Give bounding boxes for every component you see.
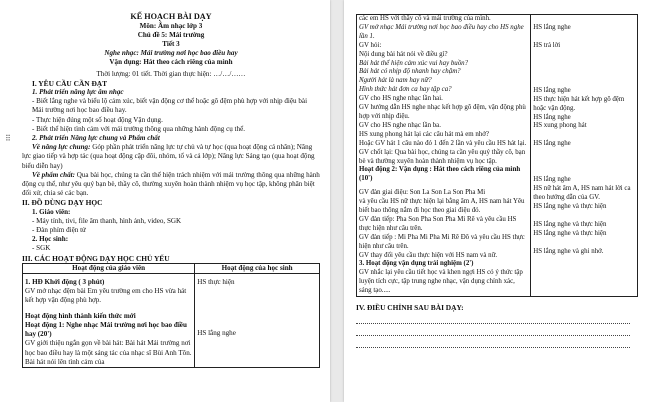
row-text: các em HS với thầy cô và mái trường của mình.: [359, 15, 491, 22]
table-row: [357, 15, 638, 297]
activities-table-part-1: [22, 263, 320, 368]
warmup-student-action: HS thực hiện: [197, 278, 235, 287]
row-text: GV đàn tiếp: Pha Son Pha Son Pha Mi Rê và yêu cầu HS thực hiện như câu trên.: [359, 215, 517, 232]
document-page-2: [344, 0, 650, 402]
row-text: HS lắng nghe và thực hiện: [533, 220, 607, 228]
row-text: Hoặc GV hát 1 câu nào đó 1 đến 2 lần và yêu cầu HS hát lại.: [359, 139, 527, 147]
section-1-1-b: - Thực hiện đúng một số hoạt động Vận dụng.: [32, 115, 163, 124]
row-text: GV hướng dẫn HS nghe nhạc kết hợp gõ đệm, vận động phù hợp với nhịp điệu.: [359, 104, 526, 120]
section-1-2-b: [22, 171, 320, 199]
section-2-heading: II. ĐỒ DÙNG DẠY HỌC: [22, 198, 103, 208]
drag-handle-icon[interactable]: ⠿: [5, 134, 11, 143]
section-1-1-c: - Biết thể hiện tình cảm với mái trường thông qua những hành động cụ thể.: [32, 124, 245, 133]
competence-label: Về năng lực chung:: [32, 143, 91, 152]
activity-1-text: GV giới thiệu ngắn gọn về bài hát: Bài hát Mái trường nơi học bao điều hay là một sáng tác của nhạc sĩ Bùi Anh Tôn. Bài hát nói lên tình cảm của: [25, 339, 192, 366]
row-text: HS thực hiện hát kết hợp gõ đệm hoặc vận động.: [533, 95, 625, 112]
row-text: Nội dung bài hát nói về điều gì?: [359, 50, 448, 58]
table-cell-hs: [195, 274, 320, 368]
row-text: HS lắng nghe: [533, 86, 571, 94]
lesson-plan-title: KẾ HOẠCH BÀI DẠY: [130, 12, 212, 21]
row-text: GV mở nhạc Mái trường nơi học bao điều hay cho HS nghe lần 1.: [359, 23, 524, 40]
row-text: HS lắng nghe: [533, 113, 571, 121]
page-2-content: [356, 14, 638, 348]
activity-3-heading: 3. Hoạt động vận dụng trải nghiệm (2'): [359, 260, 474, 268]
student-item-1: - SGK: [32, 244, 51, 253]
activity-3-student-action-1: HS lắng nghe và thực hiện: [533, 229, 607, 237]
activity-2-heading: Hoạt động 2: Vận dụng : Hát theo cách riêng của mình (10'): [359, 166, 521, 183]
row-text: Hình thức hát đơn ca hay tập ca?: [359, 86, 452, 94]
section-4-heading: IV. ĐIỀU CHỈNH SAU BÀI DẠY:: [356, 303, 464, 313]
dotted-line: [356, 312, 630, 324]
row-text: HS trả lời: [533, 41, 561, 49]
row-text: HS xung phong hát: [533, 122, 587, 130]
row-text: HS lắng nghe: [533, 24, 571, 31]
row-text: HS xung phong hát lại các câu hát mà em nhớ?: [359, 130, 489, 138]
teacher-activity-header: Hoạt động của giáo viên: [23, 263, 195, 273]
section-1-1-heading: 1. Phát triển năng lực âm nhạc: [32, 88, 124, 97]
row-text: Bài hát có nhịp độ nhanh hay chậm?: [359, 68, 461, 76]
dotted-line: [356, 324, 630, 336]
activity-3-student-action-2: HS lắng nghe và ghi nhớ.: [533, 247, 604, 255]
student-activity-header: Hoạt động của học sinh: [195, 263, 320, 273]
section-1-2-a: [22, 143, 320, 171]
section-1-2-heading: 2. Phát triển Năng lực chung và Phẩm chất: [32, 134, 160, 143]
table-row: [23, 274, 320, 368]
activity-1-heading: Hoạt động 1: Nghe nhạc Mái trường nơi học bao điều hay (20'): [25, 320, 187, 339]
warmup-text: GV mở nhạc đệm bài Em yêu trường em cho HS vừa hát kết hợp vận động phù hợp.: [25, 287, 187, 305]
table-header-row: [23, 263, 320, 273]
new-knowledge-heading: Hoạt động hình thành kiến thức mới: [25, 311, 136, 320]
movement-line: Vận dụng: Hát theo cách riêng của mình: [109, 58, 233, 67]
time-line: Thời lượng: 01 tiết. Thời gian thực hiện: …/…/……: [96, 69, 246, 78]
row-text: Người hát là nam hay nữ?: [359, 77, 432, 85]
warmup-heading: 1. HĐ Khởi động ( 3 phút): [25, 278, 105, 287]
quality-label: Về phẩm chất:: [32, 170, 75, 179]
row-text: Bài hát thể hiện cảm xúc vui hay buồn?: [359, 59, 469, 67]
row-text: GV cho HS nghe nhạc lần hai.: [359, 95, 443, 103]
student-heading: 2. Học sinh:: [32, 235, 69, 244]
topic-line: Chủ đề 5: Mái trường: [137, 30, 205, 39]
row-text: GV thay đổi yêu cầu thực hiện với HS nam và nữ.: [359, 251, 498, 259]
activity-3-text: GV nhắc lại yêu cầu tiết học và khen ngợi HS có ý thức tập luyện tích cực, tập trung nghe nhạc, vận dụng chính xác, sáng tạo.....: [359, 269, 523, 295]
lesson-line: Tiết 3: [162, 40, 180, 48]
quality-text: Qua bài học, chúng ta cần thể hiện trách nhiệm với mái trường thông qua những hành động cụ thể, như yêu quý bạn bè, thầy cô, thường xuyên hoàn thành nhiệm vụ học tập, không phân biệt đối xử, chia sẻ các bạn.: [22, 170, 320, 198]
row-text: GV đàn tiếp : Mi Pha Mi Pha Mi Rê Đô và yêu cầu HS thực hiện như câu trên.: [359, 233, 525, 250]
song-line: Nghe nhạc: Mái trường nơi học bao điều hay: [104, 49, 238, 58]
row-text: HS nữ hát âm A, HS nam hát lời ca theo hướng dẫn của GV.: [533, 185, 631, 202]
row-text: HS lắng nghe: [533, 176, 571, 184]
row-text: và yêu cầu HS nữ thực hiện lại bằng âm A, HS nam hát Yêu biết bao thông nắm đi học theo giai điệu đó.: [359, 198, 525, 215]
row-text: HS lắng nghe: [533, 140, 571, 148]
teacher-item-2: - Đàn phím điện tử: [32, 226, 86, 235]
row-text: GV chốt lại: Qua bài học, chúng ta cần yêu quý thầy cô, bạn bè và thường xuyên hoàn thành nhiệm vụ học tập.: [359, 148, 526, 165]
section-1-1-a: - Biết lắng nghe và biểu lộ cảm xúc, biết vận động cơ thể hoặc gõ đệm phù hợp với nhịp điệu bài Mái trường nơi học bao điều hay.: [32, 97, 308, 115]
subject-line: Môn: Âm nhạc lớp 3: [139, 21, 203, 30]
page-1-content: [22, 12, 320, 368]
activity-1-student-action: HS lắng nghe: [197, 329, 236, 338]
row-text: GV cho HS nghe nhạc lần ba.: [359, 121, 441, 129]
competence-text: Góp phần phát triển năng lực tự chủ và tự học (qua hoạt động cá nhân); Năng lực giao tiếp và hợp tác (qua hoạt động cặp đôi, nhóm, tổ và cả lớp); Năng lực Sáng tạo (qua hoạt động biểu diễn hay): [22, 143, 315, 170]
row-text: GV hỏi:: [359, 41, 382, 49]
table-cell-hs: [531, 15, 638, 297]
row-text: HS lắng nghe và thực hiện: [533, 202, 607, 210]
activities-table-part-2: [356, 14, 638, 297]
section-1-heading: I. YÊU CẦU CẦN ĐẠT: [32, 78, 108, 88]
section-3-heading: III. CÁC HOẠT ĐỘNG DẠY HỌC CHỦ YẾU: [22, 253, 170, 263]
row-text: GV đàn giai điệu: Son La Son La Son Pha Mi: [359, 189, 486, 197]
table-cell-gv: [357, 15, 531, 297]
teacher-heading: 1. Giáo viên:: [32, 207, 71, 216]
dotted-line: [356, 336, 630, 348]
table-cell-gv: [23, 274, 195, 368]
teacher-item-1: - Máy tính, tivi, file âm thanh, hình ảnh, video, SGK: [32, 216, 182, 225]
